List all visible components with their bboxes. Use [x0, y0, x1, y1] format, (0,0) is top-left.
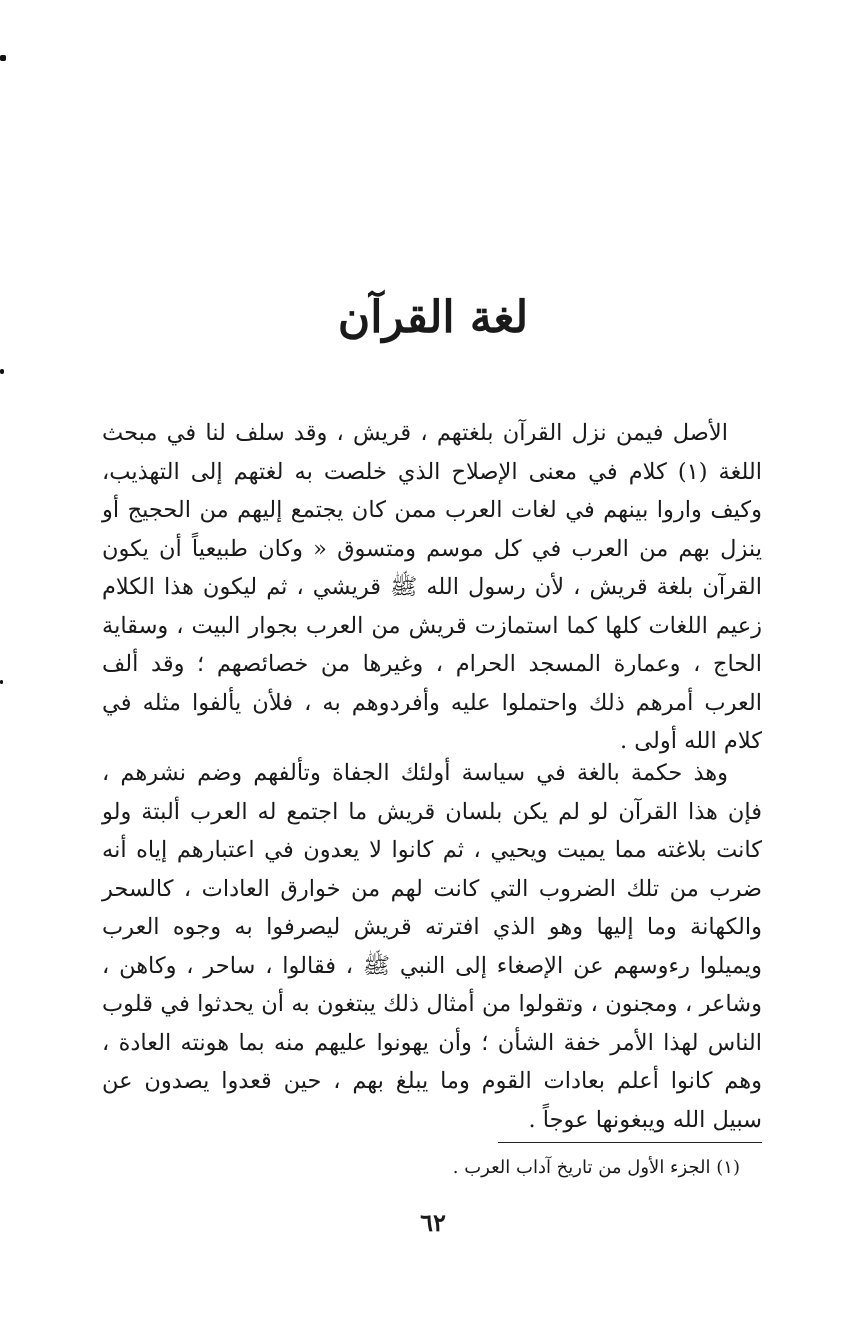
- scan-edge-mark-lower: [0, 680, 3, 684]
- paragraph-1-text: الأصل فيمن نزل القرآن بلغتهم ، قريش ، وقد سلف لنا في مبحث اللغة (١) كلام في معنى الإصلاح الذي خلصت به لغتهم إلى التهذيب، وكيف واروا بينهم في لغات العرب ممن كان يجتمع إليهم من الحجيج أو ينزل بهم من العرب في كل موسم ومتسوق « وكان طبيعياً أن يكون القرآن بلغة قريش ، لأن رسول الله ﷺ قريشي ، ثم ليكون هذا الكلام زعيم اللغات كلها كما استمازت قريش من العرب بجوار البيت ، وسقاية الحاج ، وعمارة المسجد الحرام ، وغيرها من خصائصهم ؛ وقد ألف العرب أمرهم ذلك واحتملوا عليه وأفردوهم به ، فلأن يألفوا مثله في كلام الله أولى .: [102, 420, 762, 754]
- page-number: ٦٢: [420, 1208, 446, 1237]
- footnote: (١) الجزء الأول من تاريخ آداب العرب .: [452, 1157, 740, 1178]
- paragraph-2-text: وهذ حكمة بالغة في سياسة أولئك الجفاة وتألفهم وضم نشرهم ، فإن هذا القرآن لو لم يكن بلسان قريش ما اجتمع له العرب ألبتة ولو كانت بلاغته مما يميت ويحيي ، ثم كانوا لا يعدون في اعتبارهم إياه أنه ضرب من تلك الضروب التي كانت لهم من خوارق العادات ، كالسحر والكهانة وما إليها وهو الذي افترته قريش ليصرفوا به وجوه العرب ويميلوا رءوسهم عن الإصغاء إلى النبي ﷺ ، فقالوا ، ساحر ، وكاهن ، وشاعر ، ومجنون ، وتقولوا من أمثال ذلك يبتغون به أن يحدثوا في قلوب الناس لهذا الأمر خفة الشأن ؛ وأن يهونوا عليهم منه بما هونته العادة ، وهم كانوا أعلم بعادات القوم وما يبلغ بهم ، حين قعدوا يصدون عن سبيل الله ويبغونها عوجاً .: [102, 760, 762, 1133]
- paragraph-2: [102, 754, 762, 1139]
- paragraph-1: [102, 414, 762, 761]
- footnote-divider: [498, 1142, 762, 1143]
- scan-edge-mark-middle: [0, 369, 4, 374]
- page-title: لغة القرآن: [337, 292, 529, 343]
- scan-edge-mark-top: [0, 55, 6, 61]
